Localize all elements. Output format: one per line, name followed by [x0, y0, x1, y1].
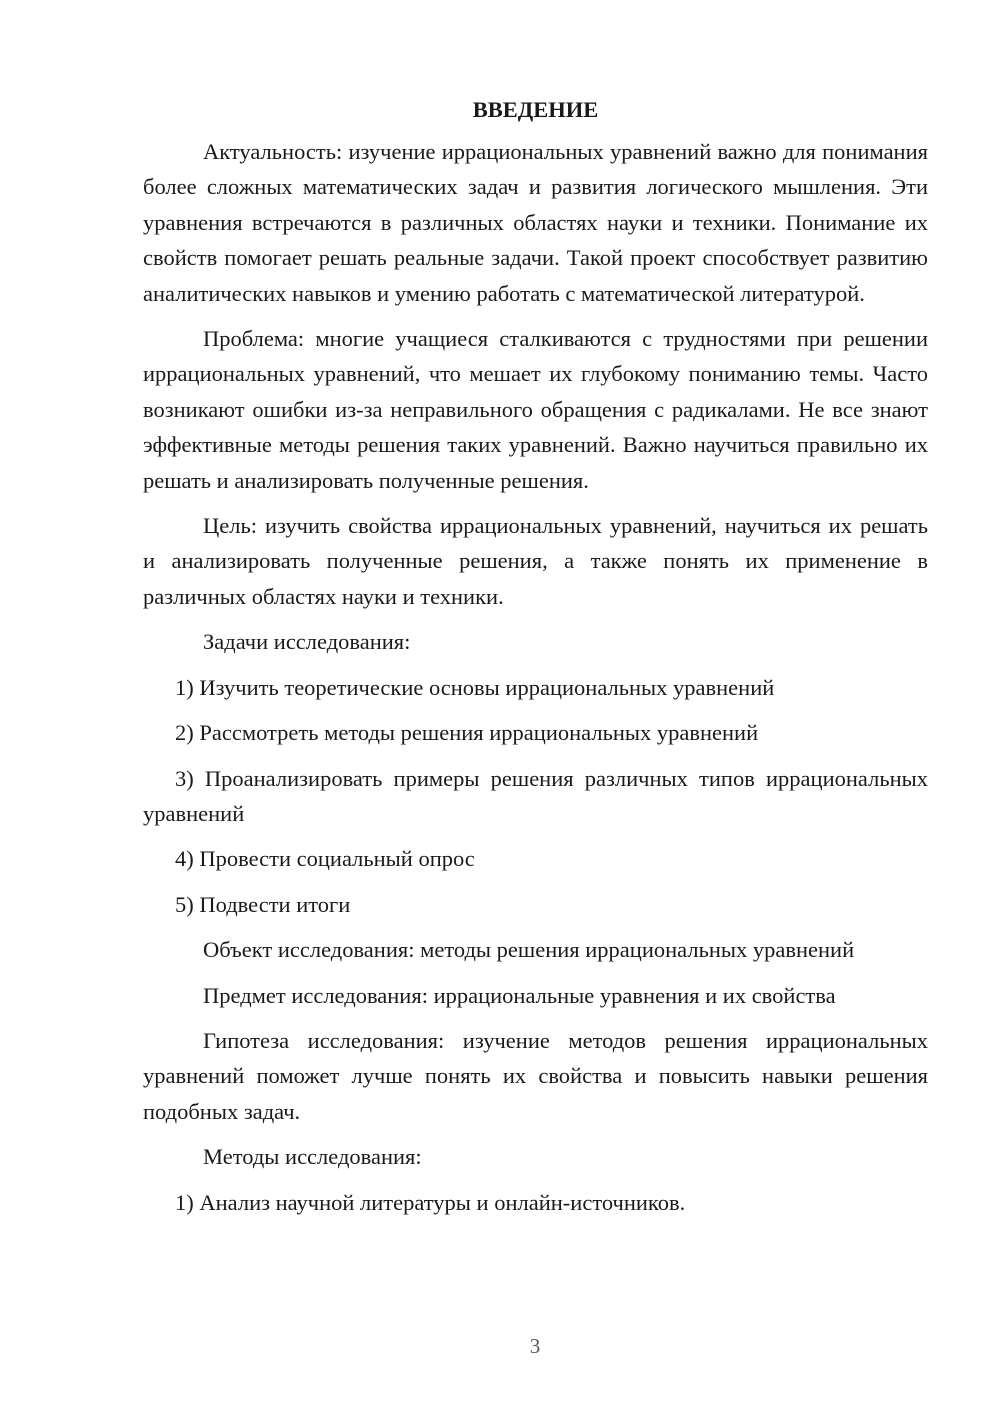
page-number: 3 — [529, 1334, 541, 1358]
task-item: 5) Подвести итоги — [175, 891, 351, 917]
tasks-label: Задачи исследования: — [203, 629, 411, 655]
relevance-paragraph: Актуальность: изучение иррациональных уравнений важно для понимания более сложных математических задач и развития логического мышления. Эти уравнения встречаются в различных областях науки и техники. Понимание их свойств помогает решать реальные задачи. Такой проект способствует развитию аналитических навыков и умению работать с математической литературой. — [143, 139, 928, 306]
task-item: 3) Проанализировать примеры решения различных типов иррациональных уравнений — [143, 765, 928, 826]
document-page — [143, 92, 928, 1230]
hypothesis-paragraph: Гипотеза исследования: изучение методов решения иррациональных уравнений поможет лучше понять их свойства и повысить навыки решения подобных задач. — [143, 1027, 928, 1124]
object-paragraph: Объект исследования: методы решения иррациональных уравнений — [203, 937, 855, 963]
goal-paragraph: Цель: изучить свойства иррациональных уравнений, научиться их решать и анализировать полученные решения, а также понять их применение в различных областях науки и техники. — [143, 513, 928, 609]
task-item: 4) Провести социальный опрос — [175, 846, 475, 872]
task-item: 2) Рассмотреть методы решения иррациональных уравнений — [175, 720, 759, 746]
problem-paragraph: Проблема: многие учащиеся сталкиваются с трудностями при решении иррациональных уравнений, что мешает их глубокому пониманию темы. Часто возникают ошибки из-за неправильного обращения с радикалами. Не все знают эффективные методы решения таких уравнений. Важно научиться правильно их решать и анализировать полученные решения. — [143, 326, 928, 493]
subject-paragraph: Предмет исследования: иррациональные уравнения и их свойства — [203, 982, 836, 1008]
page-title: ВВЕДЕНИЕ — [472, 97, 599, 122]
methods-label: Методы исследования: — [203, 1144, 422, 1170]
task-item: 1) Изучить теоретические основы иррациональных уравнений — [175, 674, 775, 700]
method-item: 1) Анализ научной литературы и онлайн-источников. — [175, 1189, 686, 1215]
